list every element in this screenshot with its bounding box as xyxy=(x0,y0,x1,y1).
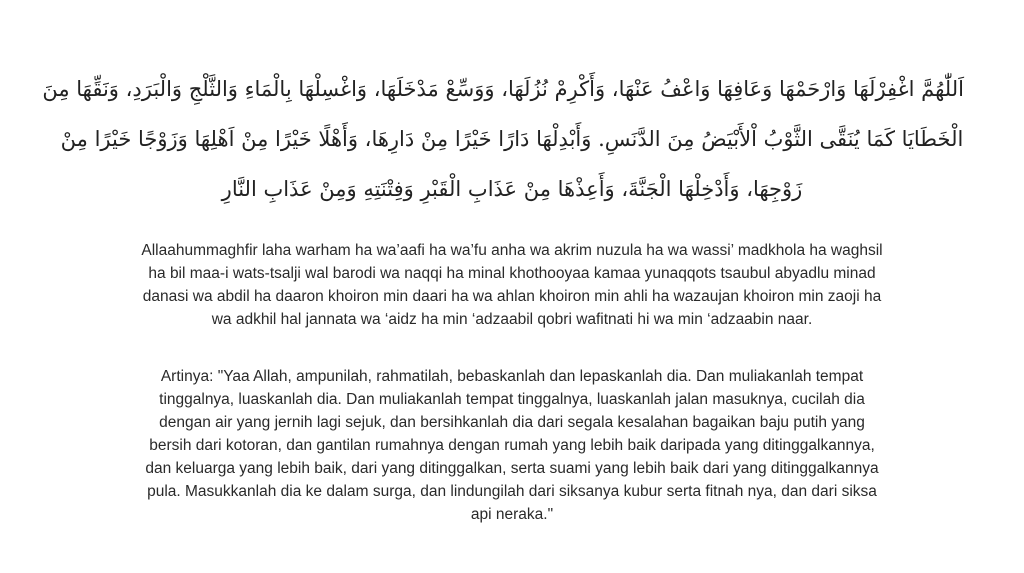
arabic-prayer-text xyxy=(42,64,964,214)
transliteration-line: ha bil maa-i wats-tsalji wal barodi wa naqqi ha minal khothooyaa kamaa yunaqqots tsaubul abyadlu minad xyxy=(148,265,876,282)
arabic-line: زَوْجِهَا، وَأَدْخِلْهَا الْجَنَّةَ، وَأَعِذْهَا مِنْ عَذَابِ الْقَبْرِ وَفِتْنَتِهِ وَمِنْ عَذَابِ النَّارِ xyxy=(221,177,803,201)
translation-line: tinggalnya, luaskanlah dia. Dan muliakanlah tempat tinggalnya, luaskanlah jalan masuknya, cucilah dia xyxy=(159,391,865,408)
translation-line: bersih dari kotoran, dan gantilan rumahnya dengan rumah yang lebih baik daripada yang ditinggalkannya, xyxy=(149,437,875,454)
translation-line: dengan air yang jernih lagi sejuk, dan bersihkanlah dia dari segala kesalahan bagaikan baju putih yang xyxy=(159,414,865,431)
transliteration-line: danasi wa abdil ha daaron khoiron min daari ha wa ahlan khoiron min ahli ha wazaujan khoiron min zaoji ha xyxy=(142,288,882,305)
transliteration-line: Allaahummaghfir laha warham ha wa’aafi ha wa’fu anha wa akrim nuzula ha wa wassi’ madkhola ha waghsil xyxy=(141,242,883,259)
translation-line: dan keluarga yang lebih baik, dari yang ditinggalkan, serta suami yang lebih baik dari yang ditinggalkannya xyxy=(145,460,879,477)
translation-line: api neraka." xyxy=(470,506,554,523)
translation-line: Artinya: "Yaa Allah, ampunilah, rahmatilah, bebaskanlah dan lepaskanlah dia. Dan muliakanlah tempat xyxy=(160,368,864,385)
translation-text xyxy=(62,365,962,526)
transliteration-line: wa adkhil hal jannata wa ‘aidz ha min ‘adzaabil qobri wafitnati hi wa min ‘adzaabin naar. xyxy=(211,311,813,328)
transliteration-text xyxy=(62,239,962,331)
translation-line: pula. Masukkanlah dia ke dalam surga, dan lindungilah dari siksanya kubur serta fitnah nya, dan dari siksa xyxy=(147,483,877,500)
arabic-line: اَللّٰهُمَّ اغْفِرْلَهَا وَارْحَمْهَا وَعَافِهَا وَاعْفُ عَنْهَا، وَأَكْرِمْ نُزُلَهَا، وَوَسِّعْ مَدْخَلَهَا، وَاغْسِلْهَا بِالْمَاءِ وَالثَّلْجِ وَالْبَرَدِ، وَنَقِّهَا مِنَ xyxy=(42,77,964,101)
arabic-line: الْخَطَايَا كَمَا يُنَقَّى الثَّوْبُ اْلأَبْيَضُ مِنَ الدَّنَسِ. وَأَبْدِلْهَا دَارًا خَيْرًا مِنْ دَارِهَا، وَأَهْلًا خَيْرًا مِنْ اَهْلِهَا وَزَوْجًا خَيْرًا مِنْ xyxy=(60,127,964,151)
